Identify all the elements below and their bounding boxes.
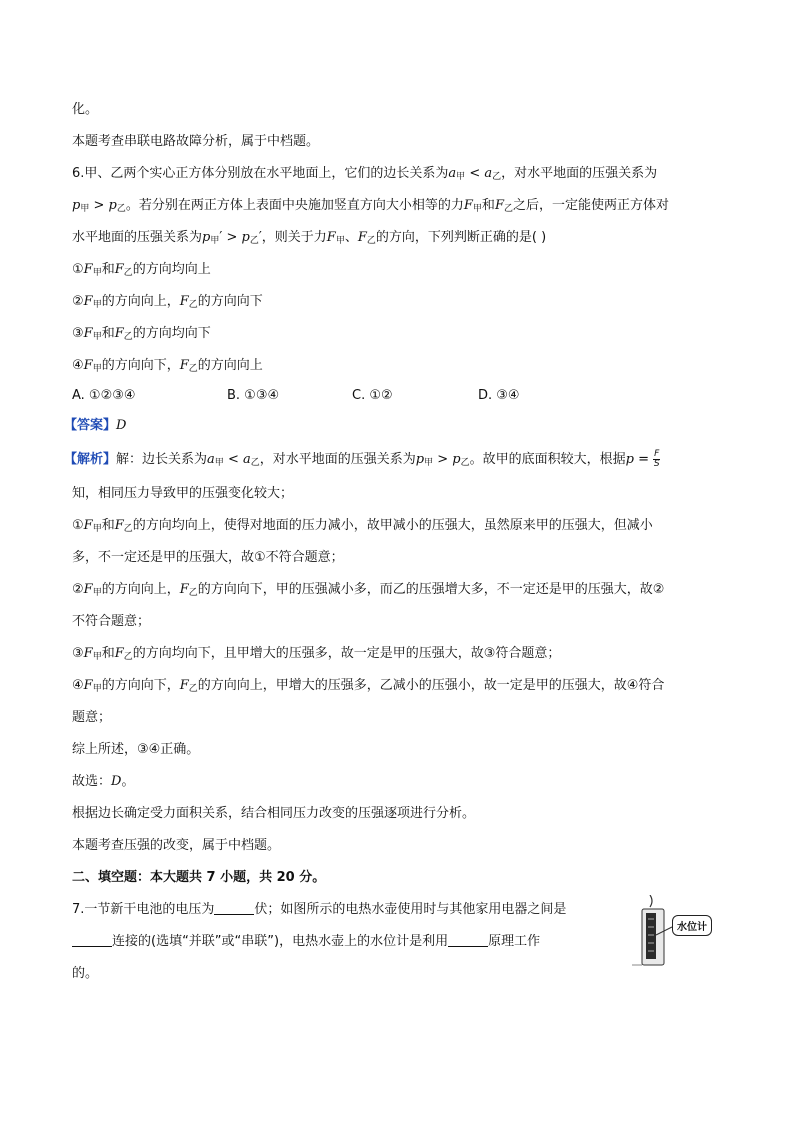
statement-2: $②F_甲$的方向向上，$F_乙$的方向向下: [72, 294, 263, 310]
analysis-point-4b: 题意；: [72, 710, 112, 725]
answer-blank-1[interactable]: [214, 900, 254, 915]
analysis-tag: 【解析】: [64, 452, 117, 467]
answer-tag: 【答案】: [64, 418, 117, 433]
statement-1: $①F_甲$和$F_乙$的方向均向上: [72, 262, 211, 278]
text-line: 化。: [72, 102, 99, 117]
answer-blank-2[interactable]: [72, 932, 112, 947]
answer-value: D: [116, 418, 127, 433]
question-6-line-2: $p_甲 > p_乙$。若分别在两正方体上表面中央施加竖直方向大小相等的力$F_甲$和$F_乙$之后，一定能使两正方体对: [72, 198, 669, 214]
steam-mark: [650, 895, 652, 907]
statement-3: $③F_甲$和$F_乙$的方向均向下: [72, 326, 211, 342]
analysis-point-2b: 不符合题意；: [72, 614, 151, 629]
answer-line: [64, 416, 126, 436]
note-line-2: 本题考查压强的改变，属于中档题。: [72, 838, 281, 853]
question-6-line-3: 水平地面的压强关系为$p_甲' > p_乙'$，则关于力$F_甲$、$F_乙$的方向，下列判断正确的是( ): [72, 230, 547, 246]
section-heading: 二、填空题：本大题共 7 小题，共 20 分。: [72, 870, 326, 885]
option-b: B. ①③④: [227, 388, 280, 403]
analysis-line-1: 【解析】解：边长关系为$a_甲 < a_乙$，对水平地面的压强关系为$p_甲 > p_乙$。故甲的底面积较大，根据p = $\frac{F}{S}$: [64, 449, 660, 469]
question-6-line-1: 6.甲、乙两个实心正方体分别放在水平地面上，它们的边长关系为$a_甲 < a_乙$，对水平地面的压强关系为: [72, 166, 658, 182]
pressure-fraction: $\frac{F}{S}$: [653, 449, 660, 469]
analysis-line-2: 知，相同压力导致甲的压强变化较大；: [72, 486, 294, 501]
question-7-line-1: 7.一节新干电池的电压为 伏；如图所示的电热水壶使用时与其他家用电器之间是: [72, 902, 567, 917]
option-a: A. ①②③④: [72, 388, 136, 403]
option-c: C. ①②: [352, 388, 393, 403]
question-7-line-3: 的。: [72, 966, 99, 981]
statement-4: $④F_甲$的方向向下，$F_乙$的方向向上: [72, 358, 263, 374]
water-gauge-label: 水位计: [672, 915, 712, 936]
text-line: 本题考查串联电路故障分析，属于中档题。: [72, 134, 320, 149]
choice-line: 故选：D。: [72, 774, 135, 789]
answer-blank-3[interactable]: [448, 932, 488, 947]
gauge-tube: [646, 913, 656, 959]
analysis-point-2a: $②F_甲$的方向向上，$F_乙$的方向向下，甲的压强减小多，而乙的压强增大多，不一定还是甲的压强大，故②: [72, 582, 665, 598]
note-line-1: 根据边长确定受力面积关系，结合相同压力改变的压强逐项进行分析。: [72, 806, 476, 821]
summary-line: 综上所述，③④正确。: [72, 742, 200, 757]
option-d: D. ③④: [478, 388, 520, 403]
analysis-point-4a: $④F_甲$的方向向下，$F_乙$的方向向上，甲增大的压强多，乙减小的压强小，故一定是甲的压强大，故④符合: [72, 678, 665, 694]
analysis-point-1a: $①F_甲$和$F_乙$的方向均向上，使得对地面的压力减小，故甲减小的压强大，虽然原来甲的压强大，但减小: [72, 518, 653, 534]
question-7-line-2: 连接的(选填“并联”或“串联”)，电热水壶上的水位计是利用 原理工作: [72, 932, 540, 952]
analysis-point-3: $③F_甲$和$F_乙$的方向均向下，且甲增大的压强多，故一定是甲的压强大，故③符合题意；: [72, 646, 561, 662]
analysis-point-1b: 多，不一定还是甲的压强大，故①不符合题意；: [72, 550, 344, 565]
